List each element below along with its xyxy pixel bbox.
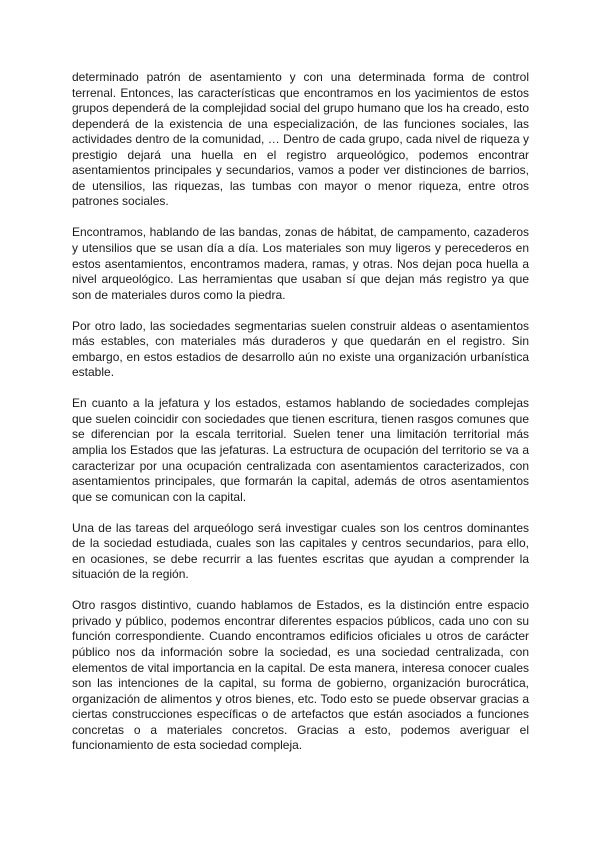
paragraph-public-private-space: Otro rasgos distintivo, cuando hablamos de Estados, es la distinción entre espacio privado y público, podemos encontrar diferentes espacios públicos, cada uno con su función correspondiente. Cuando encontramos edificios oficiales u otros de carácter público nos da información sobre la sociedad, es una sociedad centralizada, con elementos de vital importancia en la capital. De esta manera, interesa conocer cuales son las intenciones de la capital, su forma de gobierno, organización burocrática, organización de alimentos y otros bienes, etc. Todo esto se puede observar gracias a ciertas construcciones específicas o de artefactos que están asociados a funciones concretas o a materiales concretos. Gracias a esto, podemos averiguar el funcionamiento de esta sociedad compleja. — [72, 598, 529, 753]
paragraph-chiefdoms-states: En cuanto a la jefatura y los estados, estamos hablando de sociedades complejas que suelen coincidir con sociedades que tienen escritura, tienen rasgos comunes que se diferencian por la escala territorial. Suelen tener una limitación territorial más amplia los Estados que las jefaturas. La estructura de ocupación del territorio se va a caracterizar por una ocupación centralizada con asentamientos caracterizados, con asentamientos principales, que formarán la capital, además de otros asentamientos que se comunican con la capital. — [72, 396, 529, 504]
paragraph-archaeologist-tasks: Una de las tareas del arqueólogo será investigar cuales son los centros dominantes de la sociedad estudiada, cuales son las capitales y centros secundarios, para ello, en ocasiones, se debe recurrir a las fuentes escritas que ayudan a comprender la situación de la región. — [72, 520, 529, 582]
paragraph-bands: Encontramos, hablando de las bandas, zonas de hábitat, de campamento, cazaderos y utensilios que se usan día a día. Los materiales son muy ligeros y perecederos en estos asentamientos, encontramos madera, ramas, y otras. Nos dejan poca huella a nivel arqueológico. Las herramientas que usaban sí que dejan más registro ya que son de materiales duros como la piedra. — [72, 225, 529, 302]
paragraph-segmentary-societies: Por otro lado, las sociedades segmentarias suelen construir aldeas o asentamientos más estables, con materiales más duraderos y que quedarán en el registro. Sin embargo, en estos estadios de desarrollo aún no existe una organización urbanística estable. — [72, 318, 529, 380]
document-body — [72, 70, 529, 769]
paragraph-settlement-patterns: determinado patrón de asentamiento y con una determinada forma de control terrenal. Entonces, las características que encontramos en los yacimientos de estos grupos dependerá de la complejidad social del grupo humano que los ha creado, esto dependerá de la existencia de una especialización, de las funciones sociales, las actividades dentro de la comunidad, … Dentro de cada grupo, cada nivel de riqueza y prestigio dejará una huella en el registro arqueológico, podemos encontrar asentamientos principales y secundarios, vamos a poder ver distinciones de barrios, de utensilios, las riquezas, las tumbas con mayor o menor riqueza, entre otros patrones sociales. — [72, 70, 529, 209]
